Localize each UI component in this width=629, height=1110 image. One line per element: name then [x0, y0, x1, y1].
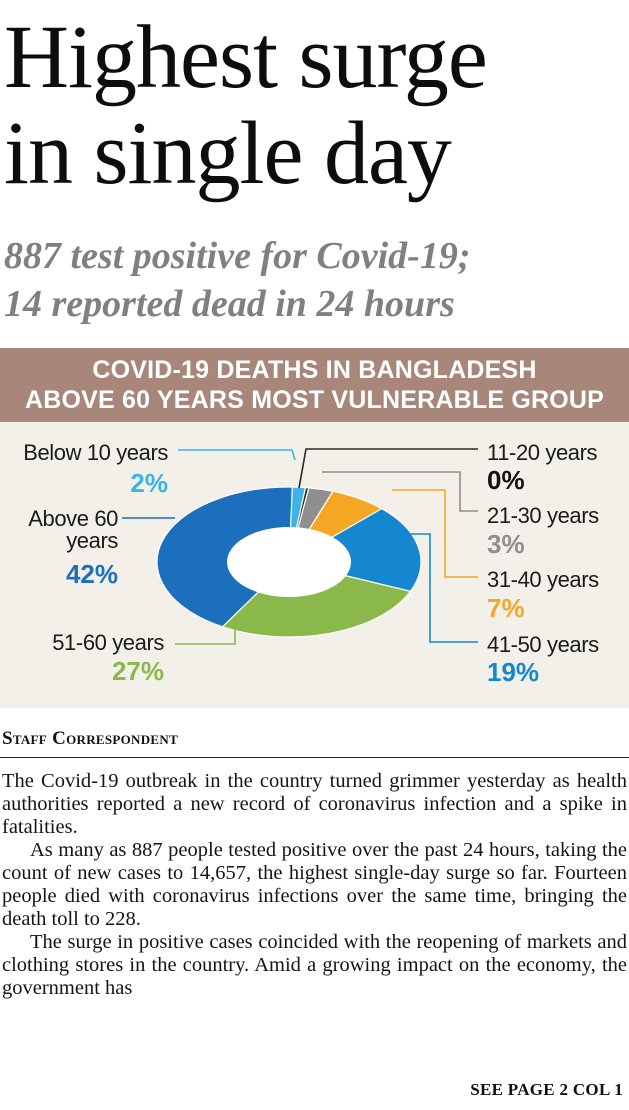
value-11-20: 0%: [487, 465, 525, 495]
label-above-60-line-1: Above 60: [28, 506, 118, 531]
leader-11-20: [299, 449, 478, 488]
label-41-50: 41-50 years: [487, 632, 599, 657]
paragraph-1: The Covid-19 outbreak in the country turned grimmer yesterday as health authorities reported a new record of coronavirus infection and a spike in fatalities.: [2, 770, 627, 838]
value-51-60: 27%: [111, 656, 164, 686]
article-body: [2, 770, 627, 1000]
continuation-note: SEE PAGE 2 COL 1: [470, 1080, 623, 1099]
donut-hole: [227, 527, 351, 597]
label-above-60-line-2: years: [66, 528, 118, 553]
byline-divider: [0, 757, 629, 758]
subheadline: [4, 232, 624, 328]
subhead-line-2: 14 reported dead in 24 hours: [4, 283, 455, 325]
chart-title-line-2: ABOVE 60 YEARS MOST VULNERABLE GROUP: [24, 386, 605, 414]
paragraph-3: The surge in positive cases coincided with the reopening of markets and clothing stores in the country. Amid a growing impact on the economy, the government has: [2, 931, 627, 999]
value-31-40: 7%: [487, 593, 525, 623]
infographic: [0, 348, 629, 708]
label-below-10: Below 10 years: [23, 440, 168, 465]
label-11-20: 11-20 years: [487, 440, 598, 465]
label-21-30: 21-30 years: [487, 503, 599, 528]
infographic-header: [0, 348, 629, 422]
leader-below-10: [178, 450, 295, 460]
value-41-50: 19%: [487, 657, 540, 687]
value-below-10: 2%: [130, 468, 168, 498]
label-31-40: 31-40 years: [487, 567, 599, 592]
subhead-line-1: 887 test positive for Covid-19;: [4, 235, 471, 277]
headline: [4, 10, 624, 202]
leader-41-50: [410, 534, 478, 642]
headline-line-1: Highest surge: [4, 8, 487, 107]
byline: Staff Correspondent: [2, 728, 179, 749]
headline-line-2: in single day: [4, 104, 451, 203]
value-21-30: 3%: [487, 529, 525, 559]
label-51-60: 51-60 years: [52, 630, 164, 655]
value-above-60: 42%: [65, 559, 118, 589]
paragraph-2: As many as 887 people tested positive over the past 24 hours, taking the count of new cases to 14,657, the highest single-day surge so far. Fourteen people died with coronavirus infections over the same time, bringing the death toll to 228.: [2, 839, 627, 930]
chart-title-line-1: COVID-19 DEATHS IN BANGLADESH: [92, 356, 537, 384]
